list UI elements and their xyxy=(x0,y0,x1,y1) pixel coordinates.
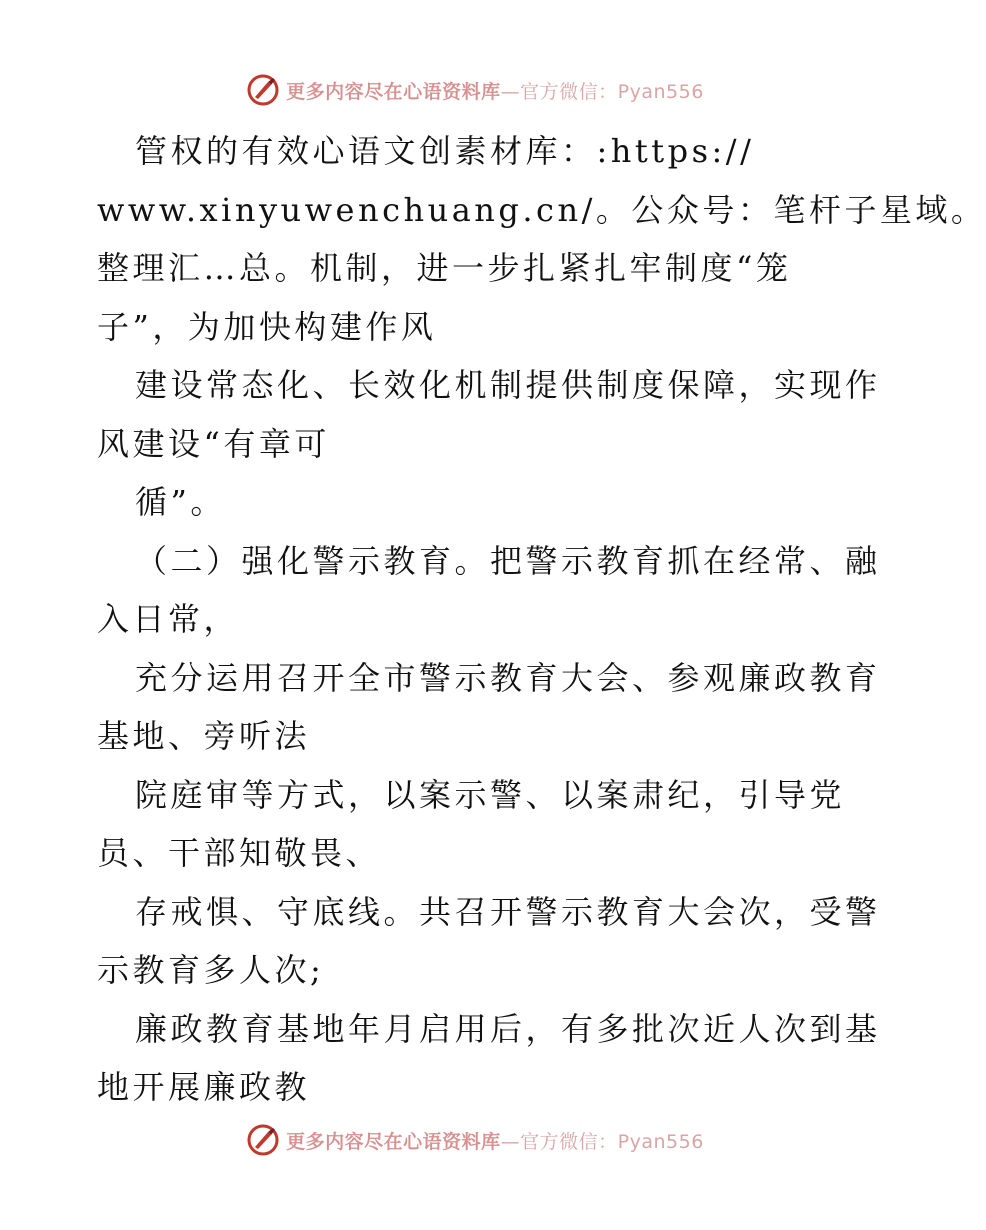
header-banner-brand: 更多内容尽在心语资料库 xyxy=(286,80,501,103)
text-line: （二）强化警示教育。把警示教育抓在经常、融 xyxy=(135,541,881,580)
text-line: 循”。 xyxy=(135,483,226,521)
footer-banner-brand: 更多内容尽在心语资料库 xyxy=(286,1130,501,1153)
footer-banner xyxy=(0,1120,950,1160)
brand-logo-icon xyxy=(246,1123,280,1157)
footer-banner-contact: —官方微信：Pyan556 xyxy=(500,1130,704,1153)
footer-banner-text xyxy=(286,1127,704,1154)
header-banner-contact: —官方微信：Pyan556 xyxy=(500,80,704,103)
text-line: 员、干部知敬畏、 xyxy=(97,834,382,872)
text-line: 地开展廉政教 xyxy=(97,1068,311,1106)
header-banner xyxy=(0,70,950,110)
text-line: 建设常态化、长效化机制提供制度保障，实现作 xyxy=(135,366,881,404)
header-banner-text xyxy=(286,77,704,104)
text-line: 入日常， xyxy=(97,600,240,638)
text-line: 院庭审等方式，以案示警、以案肃纪，引导党 xyxy=(135,775,846,814)
text-line: 充分运用召开全市警示教育大会、参观廉政教育 xyxy=(135,658,881,697)
text-line: 廉政教育基地年月启用后，有多批次近人次到基 xyxy=(135,1009,881,1048)
text-line: 基地、旁听法 xyxy=(97,717,311,755)
text-line: 整理汇…总。机制，进一步扎紧扎牢制度“笼 xyxy=(97,249,792,287)
text-line: www.xinyuwenchuang.cn/。公众号：笔杆子星域。 xyxy=(97,190,986,229)
text-line: 存戒惧、守底线。共召开警示教育大会次，受警 xyxy=(135,892,881,931)
text-line: 风建设“有章可 xyxy=(97,424,330,463)
text-line: 子”，为加快构建作风 xyxy=(97,307,437,346)
text-line: 示教育多人次; xyxy=(97,951,325,989)
document-body xyxy=(97,122,986,1117)
brand-logo-icon xyxy=(246,73,280,107)
text-line: 管权的有效心语文创素材库：:https:// xyxy=(135,132,755,170)
